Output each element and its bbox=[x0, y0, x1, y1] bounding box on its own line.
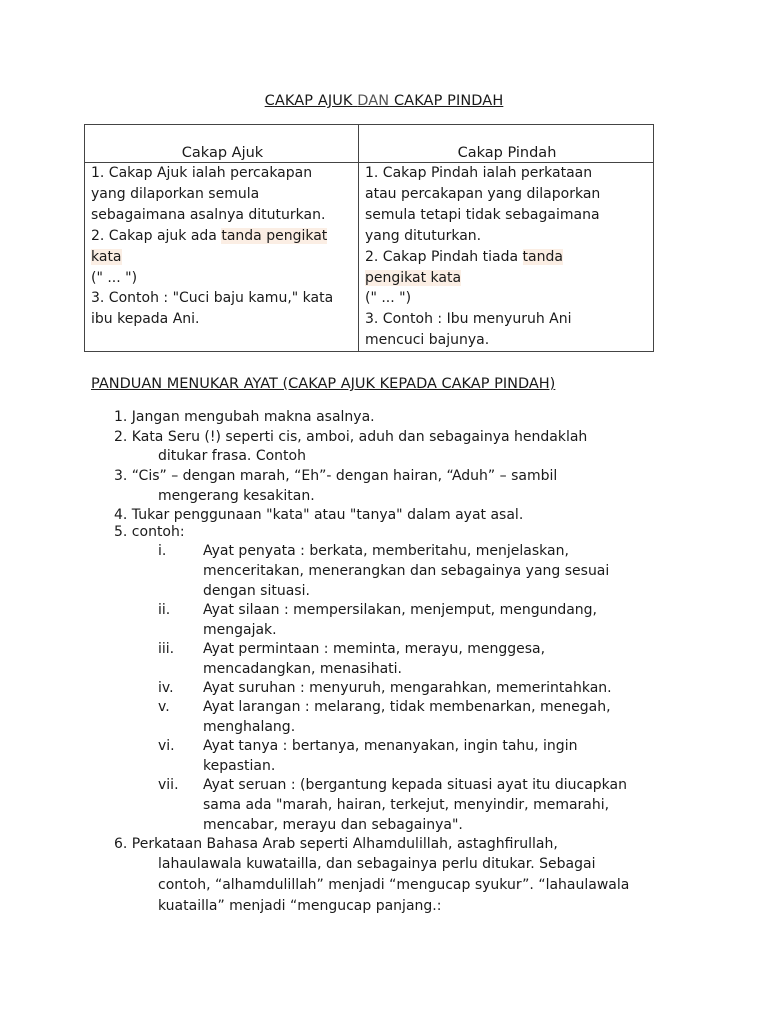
sub-item-number: i. bbox=[158, 543, 167, 559]
sub-item-continuation: mencadangkan, menasihati. bbox=[203, 661, 403, 677]
sub-item-number: vi. bbox=[158, 738, 175, 754]
pindah-line: mencuci bajunya. bbox=[365, 332, 490, 349]
list-item: 5. contoh: bbox=[114, 524, 185, 540]
ajuk-line: yang dilaporkan semula bbox=[91, 185, 260, 202]
highlighted-text: tanda pengikat bbox=[221, 227, 328, 244]
sub-item-continuation: kepastian. bbox=[203, 758, 276, 774]
sub-item: Ayat silaan : mempersilakan, menjemput, mengundang, bbox=[203, 602, 598, 618]
header-cakap-ajuk: Cakap Ajuk bbox=[85, 125, 359, 163]
ajuk-line: 3. Contoh : "Cuci baju kamu," kata bbox=[91, 290, 334, 307]
sub-item-number: v. bbox=[158, 699, 170, 715]
sub-item-continuation: mencabar, merayu dan sebagainya". bbox=[203, 817, 463, 833]
sub-item-number: ii. bbox=[158, 602, 171, 618]
ajuk-line bbox=[91, 226, 354, 247]
table-header-row bbox=[85, 125, 654, 163]
sub-item-number: vii. bbox=[158, 777, 179, 793]
list-item-continuation: kuataillа” menjadi “mengucap panjang.: bbox=[158, 898, 442, 914]
sub-item-number: iv. bbox=[158, 680, 174, 696]
list-item: 4. Tukar penggunaan "kata" atau "tanya" dalam ayat asal. bbox=[114, 507, 524, 523]
highlighted-text: tanda bbox=[522, 248, 563, 265]
list-item-continuation: mengerang kesakitan. bbox=[158, 488, 315, 504]
sub-item-continuation: dengan situasi. bbox=[203, 583, 310, 599]
sub-item-continuation: menceritakan, menerangkan dan sebagainya yang sesuai bbox=[203, 563, 610, 579]
cell-cakap-ajuk bbox=[85, 163, 359, 352]
sub-item: Ayat seruan : (bergantung kepada situasi ayat itu diucapkan bbox=[203, 777, 627, 793]
sub-item: Ayat suruhan : menyuruh, mengarahkan, memerintahkan. bbox=[203, 680, 612, 696]
sub-item: Ayat permintaan : meminta, merayu, menggesa, bbox=[203, 641, 546, 657]
sub-item-continuation: mengajak. bbox=[203, 622, 277, 638]
document-title bbox=[0, 93, 768, 109]
title-part-2: DAN bbox=[357, 93, 390, 109]
sub-item-continuation: sama ada "marah, hairan, terkejut, menyindir, memarahi, bbox=[203, 797, 610, 813]
pindah-line-text: 2. Cakap Pindah tiada bbox=[365, 248, 523, 265]
pindah-line: yang dituturkan. bbox=[365, 227, 482, 244]
ajuk-line: (" ... ") bbox=[91, 269, 138, 286]
sub-item-continuation: menghalang. bbox=[203, 719, 296, 735]
comparison-table bbox=[84, 124, 654, 352]
ajuk-line-text: 2. Cakap ajuk ada bbox=[91, 227, 222, 244]
list-item-continuation: lahaulawala kuwataillа, dan sebagainya perlu ditukar. Sebagai bbox=[158, 856, 596, 872]
pindah-line: (" ... ") bbox=[365, 290, 412, 307]
ajuk-line: 1. Cakap Ajuk ialah percakapan bbox=[91, 165, 313, 181]
pindah-line bbox=[365, 268, 649, 289]
sub-item: Ayat tanya : bertanya, menanyakan, ingin tahu, ingin bbox=[203, 738, 578, 754]
section-heading: PANDUAN MENUKAR AYAT (CAKAP AJUK KEPADA CAKAP PINDAH) bbox=[91, 376, 556, 392]
table-row bbox=[85, 163, 654, 352]
highlighted-text: kata bbox=[91, 248, 122, 265]
title-part-1: CAKAP AJUK bbox=[264, 93, 358, 109]
title-part-3: CAKAP PINDAH bbox=[389, 93, 504, 109]
pindah-line bbox=[365, 247, 649, 268]
pindah-line: atau percakapan yang dilaporkan bbox=[365, 185, 601, 202]
pindah-line: semula tetapi tidak sebagaimana bbox=[365, 206, 600, 223]
sub-item: Ayat penyata : berkata, memberitahu, menjelaskan, bbox=[203, 543, 569, 559]
list-item-continuation: ditukar frasa. Contoh bbox=[158, 448, 306, 464]
list-item-continuation: contoh, “alhamdulillah” menjadi “mengucap syukur”. “lahaulawala bbox=[158, 877, 630, 893]
header-cakap-pindah: Cakap Pindah bbox=[359, 125, 654, 163]
cell-cakap-pindah bbox=[359, 163, 654, 352]
sub-item-number: iii. bbox=[158, 641, 175, 657]
list-item: 6. Perkataan Bahasa Arab seperti Alhamdulillah, astaghfirullah, bbox=[114, 836, 558, 852]
ajuk-line: sebagaimana asalnya dituturkan. bbox=[91, 206, 326, 223]
highlighted-text: pengikat kata bbox=[365, 269, 462, 286]
ajuk-line bbox=[91, 247, 354, 268]
list-item: 3. “Cis” – dengan marah, “Eh”- dengan hairan, “Aduh” – sambil bbox=[114, 468, 558, 484]
list-item: 2. Kata Seru (!) seperti cis, amboi, aduh dan sebagainya hendaklah bbox=[114, 429, 588, 445]
list-item: 1. Jangan mengubah makna asalnya. bbox=[114, 409, 375, 425]
ajuk-line: ibu kepada Ani. bbox=[91, 311, 200, 328]
pindah-line: 1. Cakap Pindah ialah perkataan bbox=[365, 165, 593, 181]
pindah-line: 3. Contoh : Ibu menyuruh Ani bbox=[365, 311, 572, 328]
sub-item: Ayat larangan : melarang, tidak membenarkan, menegah, bbox=[203, 699, 611, 715]
